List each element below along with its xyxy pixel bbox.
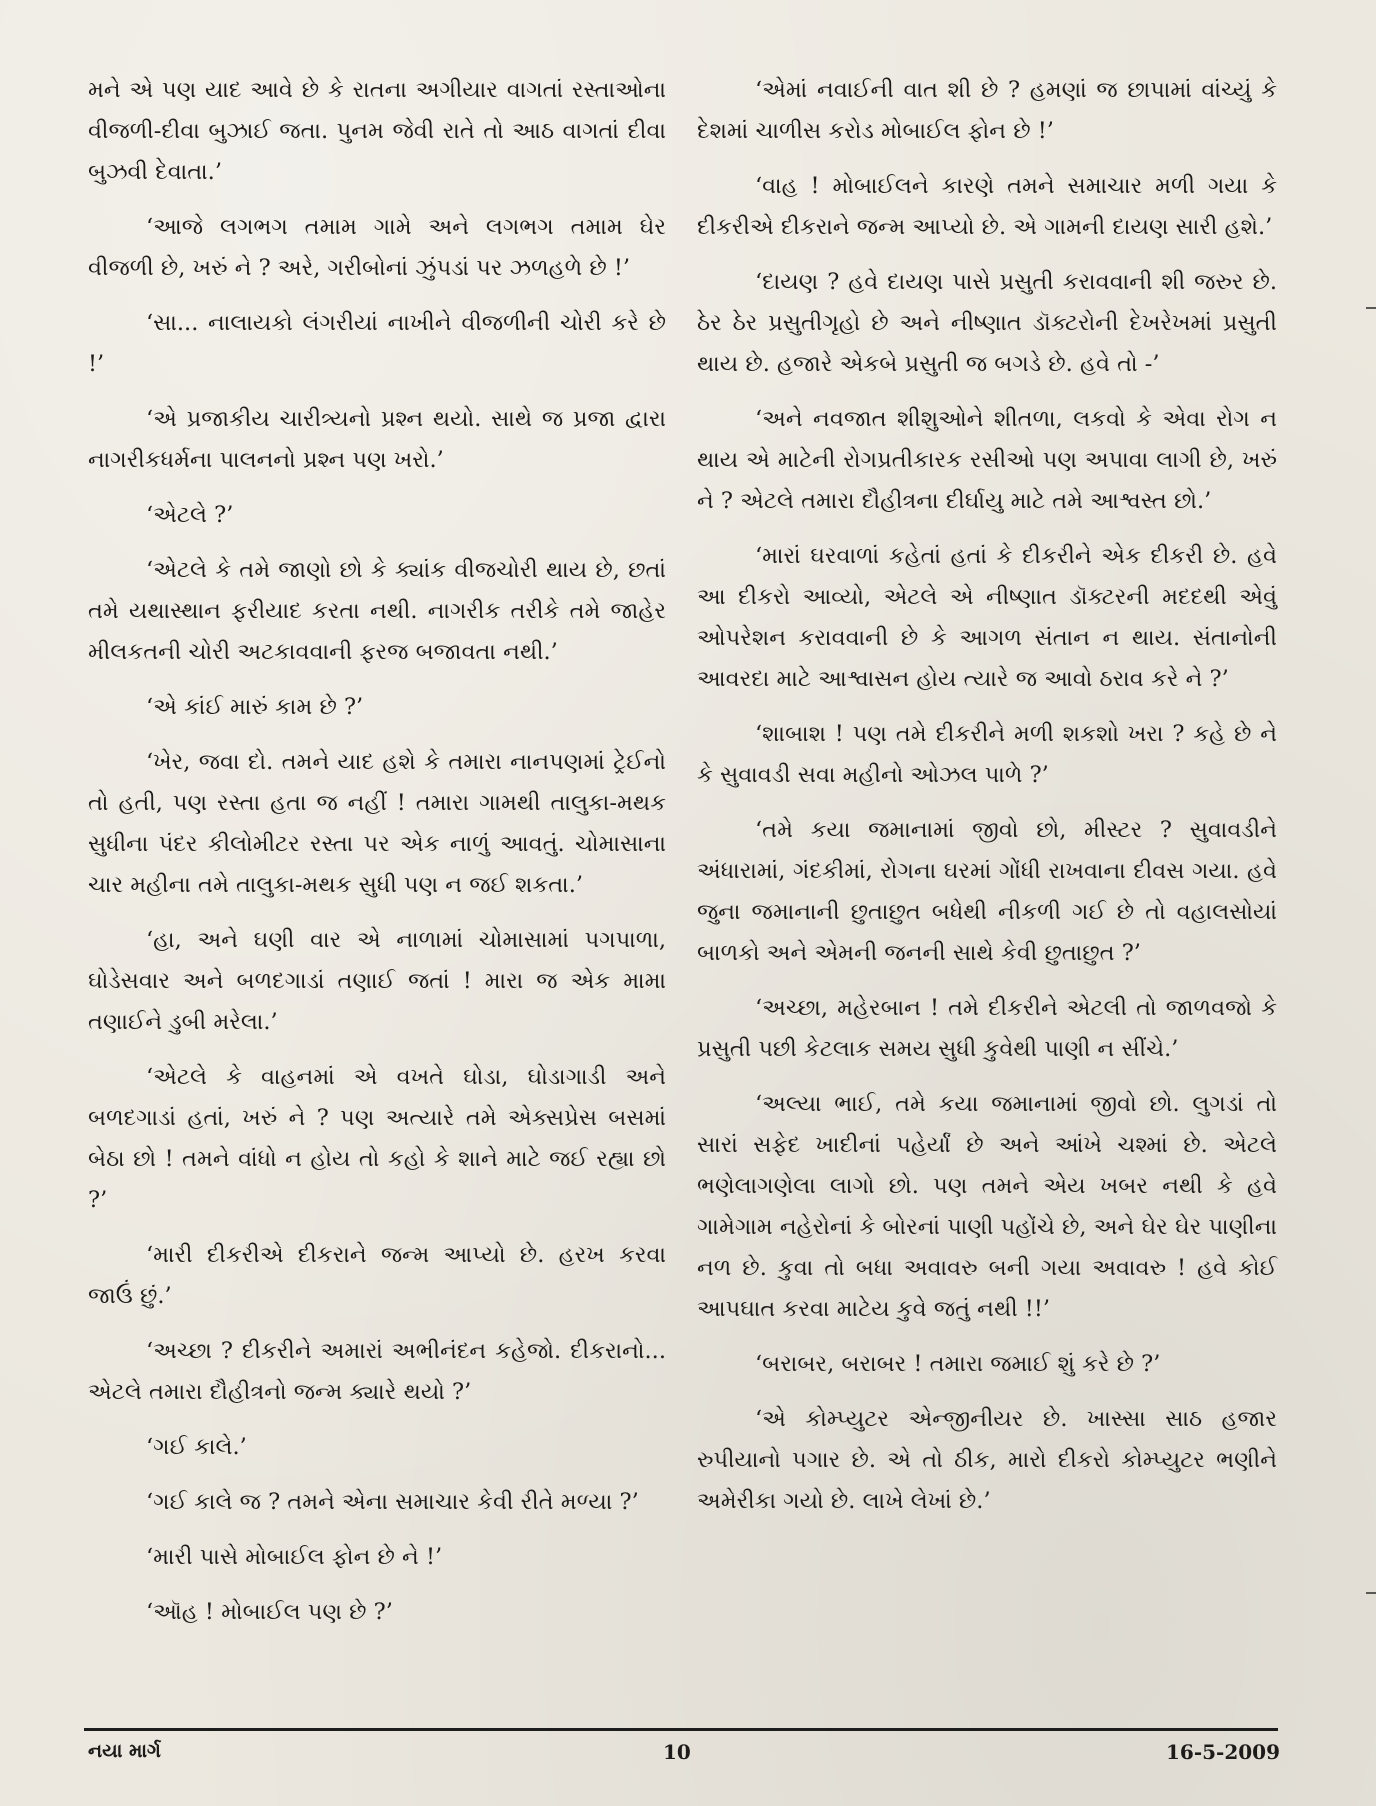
paragraph: ‘મારી દીકરીએ દીકરાને જન્મ આપ્યો છે. હરખ કરવા જાઉં છું.’ bbox=[88, 1242, 666, 1309]
paragraph: ‘ખેર, જવા દો. તમને યાદ હશે કે તમારા નાનપણમાં ટ્રેઈનો તો હતી, પણ રસ્તા હતા જ નહીં ! તમારા ગામથી તાલુકા-મથક સુધીના પંદર કીલોમીટર રસ્તા પર એક નાળું આવતું. ચોમાસાના ચાર મહીના તમે તાલુકા-મથક સુધી પણ ન જઈ શકતા.’ bbox=[88, 749, 666, 898]
paragraph: ‘બરાબર, બરાબર ! તમારા જમાઈ શું કરે છે ?’ bbox=[755, 1351, 1161, 1377]
paragraph: ‘ઑહ ! મોબાઈલ પણ છે ?’ bbox=[146, 1599, 393, 1625]
page-edge-mark bbox=[1366, 1592, 1376, 1594]
paragraph: ‘અચ્છા, મહેરબાન ! તમે દીકરીને એટલી તો જાળવજો કે પ્રસુતી પછી કેટલાક સમય સુધી કુવેથી પાણી ન સીંચે.’ bbox=[697, 995, 1277, 1062]
paragraph: ‘એમાં નવાઈની વાત શી છે ? હમણાં જ છાપામાં વાંચ્યું કે દેશમાં ચાળીસ કરોડ મોબાઈલ ફોન છે !’ bbox=[697, 77, 1277, 144]
paragraph: ‘એટલે કે તમે જાણો છો કે ક્યાંક વીજચોરી થાય છે, છતાં તમે યથાસ્થાન ફરીયાદ કરતા નથી. નાગરીક તરીકે તમે જાહેર મીલકતની ચોરી અટકાવવાની ફરજ બજાવતા નથી.’ bbox=[88, 557, 666, 665]
paragraph: ‘એટલે કે વાહનમાં એ વખતે ઘોડા, ઘોડાગાડી અને બળદગાડાં હતાં, ખરું ને ? પણ અત્યારે તમે એક્સપ્રેસ બસમાં બેઠા છો ! તમને વાંધો ન હોય તો કહો કે શાને માટે જઈ રહ્યા છો ?’ bbox=[88, 1064, 666, 1213]
paragraph: ‘એ કાંઈ મારું કામ છે ?’ bbox=[146, 694, 364, 720]
paragraph: ‘અચ્છા ? દીકરીને અમારાં અભીનંદન કહેજો. દીકરાનો... એટલે તમારા દૌહીત્રનો જન્મ ક્યારે થયો ?’ bbox=[88, 1338, 666, 1405]
paragraph: ‘એટલે ?’ bbox=[146, 502, 234, 528]
publication-name: નયા માર્ગ bbox=[88, 1740, 161, 1762]
right-column bbox=[697, 70, 1277, 1536]
page-edge-mark bbox=[1366, 307, 1376, 309]
paragraph: ‘દાયણ ? હવે દાયણ પાસે પ્રસુતી કરાવવાની શી જરુર છે. ઠેર ઠેર પ્રસુતીગૃહો છે અને નીષ્ણાત ડૉક્ટરોની દેખરેખમાં પ્રસુતી થાય છે. હજારે એકબે પ્રસુતી જ બગડે છે. હવે તો -’ bbox=[697, 269, 1277, 377]
paragraph: ‘આજે લગભગ તમામ ગામે અને લગભગ તમામ ઘેર વીજળી છે, ખરું ને ? અરે, ગરીબોનાં ઝુંપડાં પર ઝળહળે છે !’ bbox=[88, 214, 666, 281]
left-column bbox=[88, 70, 666, 1647]
footer-divider bbox=[84, 1728, 1278, 1731]
paragraph: ‘અને નવજાત શીશુઓને શીતળા, લકવો કે એવા રોગ ન થાય એ માટેની રોગપ્રતીકારક રસીઓ પણ અપાવા લાગી છે, ખરું ને ? એટલે તમારા દૌહીત્રના દીર્ઘાયુ માટે તમે આશ્વસ્ત છો.’ bbox=[697, 406, 1277, 514]
issue-date: 16-5-2009 bbox=[1165, 1740, 1280, 1764]
paragraph: મને એ પણ યાદ આવે છે કે રાતના અગીયાર વાગતાં રસ્તાઓના વીજળી-દીવા બુઝાઈ જતા. પુનમ જેવી રાતે તો આઠ વાગતાં દીવા બુઝવી દેવાતા.’ bbox=[88, 77, 666, 185]
paragraph: ‘ગઈ કાલે.’ bbox=[146, 1434, 247, 1460]
paragraph: ‘મારાં ઘરવાળાં કહેતાં હતાં કે દીકરીને એક દીકરી છે. હવે આ દીકરો આવ્યો, એટલે એ નીષ્ણાત ડૉક્ટરની મદદથી એવું ઓપરેશન કરાવવાની છે કે આગળ સંતાન ન થાય. સંતાનોની આવરદા માટે આશ્વાસન હોય ત્યારે જ આવો ઠરાવ કરે ને ?’ bbox=[697, 543, 1277, 692]
paragraph: ‘એ પ્રજાકીય ચારીત્ર્યનો પ્રશ્ન થયો. સાથે જ પ્રજા દ્વારા નાગરીકધર્મના પાલનનો પ્રશ્ન પણ ખરો.’ bbox=[88, 406, 666, 473]
paragraph: ‘વાહ ! મોબાઈલને કારણે તમને સમાચાર મળી ગયા કે દીકરીએ દીકરાને જન્મ આપ્યો છે. એ ગામની દાયણ સારી હશે.’ bbox=[697, 173, 1277, 240]
paragraph: ‘એ કોમ્પ્યુટર એન્જીનીયર છે. ખાસ્સા સાઠ હજાર રુપીયાનો પગાર છે. એ તો ઠીક, મારો દીકરો કોમ્પ્યુટર ભણીને અમેરીકા ગયો છે. લાખે લેખાં છે.’ bbox=[697, 1406, 1277, 1514]
paragraph: ‘અલ્યા ભાઈ, તમે કયા જમાનામાં જીવો છો. લુગડાં તો સારાં સફેદ ખાદીનાં પહેર્યાં છે અને આંખે ચશ્માં છે. એટલે ભણેલાગણેલા લાગો છો. પણ તમને એય ખબર નથી કે હવે ગામેગામ નહેરોનાં કે બોરનાં પાણી પહોંચે છે, અને ઘેર ઘેર પાણીના નળ છે. કુવા તો બધા અવાવરુ બની ગયા અવાવરુ ! હવે કોઈ આપઘાત કરવા માટેય કુવે જતું નથી !!’ bbox=[697, 1091, 1277, 1322]
page-number: 10 bbox=[663, 1740, 691, 1764]
paragraph: ‘ગઈ કાલે જ ? તમને એના સમાચાર કેવી રીતે મળ્યા ?’ bbox=[146, 1489, 639, 1515]
paragraph: ‘તમે કયા જમાનામાં જીવો છો, મીસ્ટર ? સુવાવડીને અંધારામાં, ગંદકીમાં, રોગના ઘરમાં ગોંધી રાખવાના દીવસ ગયા. હવે જુના જમાનાની છુતાછુત બધેથી નીકળી ગઈ છે તો વહાલસોયાં બાળકો અને એમની જનની સાથે કેવી છુતાછુત ?’ bbox=[697, 817, 1277, 966]
paragraph: ‘હા, અને ઘણી વાર એ નાળામાં ચોમાસામાં પગપાળા, ઘોડેસવાર અને બળદગાડાં તણાઈ જતાં ! મારા જ એક મામા તણાઈને ડુબી મરેલા.’ bbox=[88, 927, 666, 1035]
paragraph: ‘મારી પાસે મોબાઈલ ફોન છે ને !’ bbox=[146, 1544, 443, 1570]
paragraph: ‘શાબાશ ! પણ તમે દીકરીને મળી શકશો ખરા ? કહે છે ને કે સુવાવડી સવા મહીનો ઓઝલ પાળે ?’ bbox=[697, 721, 1277, 788]
paragraph: ‘સા... નાલાયકો લંગરીયાં નાખીને વીજળીની ચોરી કરે છે !’ bbox=[88, 310, 666, 377]
